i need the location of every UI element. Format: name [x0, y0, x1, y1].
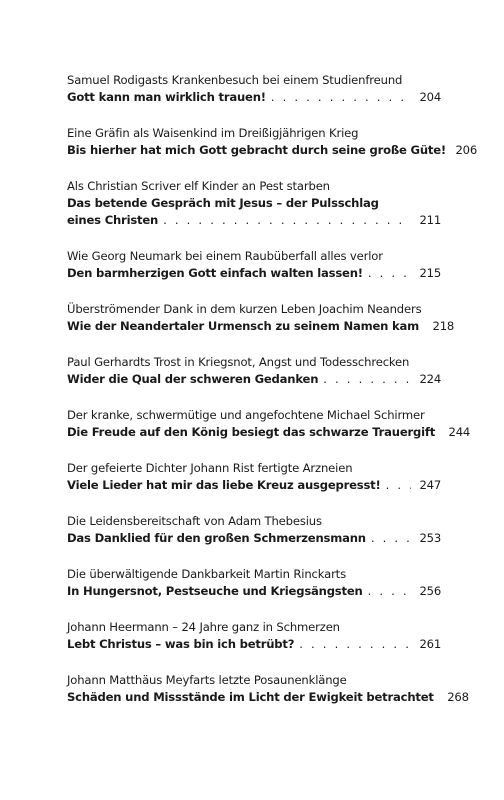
- entry-title-row: [67, 477, 441, 494]
- page-number: 218: [432, 319, 455, 333]
- toc-entry: [67, 619, 441, 653]
- dot-leader: [368, 583, 411, 600]
- entry-title-line: Das betende Gespräch mit Jesus – der Pulsschlag: [67, 196, 379, 210]
- page-number: 268: [447, 690, 469, 704]
- entry-subtitle: Wie Georg Neumark bei einem Raubüberfall alles verlor: [67, 249, 383, 263]
- entry-subtitle: Die überwältigende Dankbarkeit Martin Rinckarts: [67, 567, 346, 581]
- entry-subtitle: Überströmender Dank in dem kurzen Leben Joachim Neanders: [67, 302, 422, 316]
- toc-entry: [67, 566, 441, 600]
- entry-title-row: [67, 689, 469, 706]
- entry-subtitle: Johann Heermann – 24 Jahre ganz in Schmerzen: [67, 620, 340, 634]
- page-number: 215: [419, 266, 441, 280]
- entry-title: Bis hierher hat mich Gott gebracht durch seine große Güte!: [67, 143, 447, 157]
- toc-entry: [67, 301, 455, 335]
- toc-entry: [67, 248, 441, 282]
- toc-entry: [67, 125, 478, 159]
- toc-entry: [67, 407, 471, 441]
- entry-title-row: [67, 89, 441, 106]
- entry-title-row: [67, 142, 478, 159]
- toc-entry: [67, 178, 441, 229]
- entry-title: Schäden und Missstände im Licht der Ewigkeit betrachtet: [67, 690, 434, 704]
- entry-title: Das Danklied für den großen Schmerzensmann: [67, 531, 366, 545]
- entry-title: Viele Lieder hat mir das liebe Kreuz ausgepresst!: [67, 478, 381, 492]
- dot-leader: [163, 212, 411, 229]
- page-number: 206: [455, 143, 478, 157]
- entry-title-row: [67, 583, 441, 600]
- entry-title: Wie der Neandertaler Urmensch zu seinem Namen kam: [67, 319, 420, 333]
- entry-title-row: [67, 636, 441, 653]
- toc-entry: [67, 513, 441, 547]
- entry-subtitle: Als Christian Scriver elf Kinder an Pest starben: [67, 179, 330, 193]
- entry-title: eines Christen: [67, 213, 159, 227]
- page-number: 211: [419, 213, 441, 227]
- page-number: 244: [448, 425, 471, 439]
- entry-title-row: [67, 424, 471, 441]
- dot-leader: [386, 477, 411, 494]
- toc-entry: [67, 672, 469, 706]
- entry-title: Gott kann man wirklich trauen!: [67, 90, 266, 104]
- dot-leader: [371, 530, 411, 547]
- entry-subtitle: Der gefeierte Dichter Johann Rist fertigte Arzneien: [67, 461, 353, 475]
- entry-title-row: [67, 265, 441, 282]
- entry-subtitle: Der kranke, schwermütige und angefochtene Michael Schirmer: [67, 408, 425, 422]
- entry-title: Lebt Christus – was bin ich betrübt?: [67, 637, 295, 651]
- page-number: 224: [419, 372, 441, 386]
- toc-entry: [67, 72, 441, 106]
- table-of-contents: [67, 72, 478, 725]
- entry-title: Die Freude auf den König besiegt das schwarze Trauergift: [67, 425, 436, 439]
- entry-title-row: [67, 371, 441, 388]
- dot-leader: [368, 265, 411, 282]
- toc-entry: [67, 354, 441, 388]
- entry-title-row: [67, 212, 441, 229]
- entry-subtitle: Samuel Rodigasts Krankenbesuch bei einem Studienfreund: [67, 73, 403, 87]
- page-number: 253: [419, 531, 441, 545]
- entry-title: In Hungersnot, Pestseuche und Kriegsängsten: [67, 584, 363, 598]
- entry-subtitle: Johann Matthäus Meyfarts letzte Posaunenklänge: [67, 673, 347, 687]
- entry-title: Wider die Qual der schweren Gedanken: [67, 372, 319, 386]
- entry-title: Den barmherzigen Gott einfach walten lassen!: [67, 266, 363, 280]
- toc-entry: [67, 460, 441, 494]
- entry-title-row: [67, 318, 455, 335]
- dot-leader: [299, 636, 411, 653]
- entry-subtitle: Die Leidensbereitschaft von Adam Thebesius: [67, 514, 322, 528]
- entry-subtitle: Paul Gerhardts Trost in Kriegsnot, Angst und Todesschrecken: [67, 355, 410, 369]
- page-number: 261: [419, 637, 441, 651]
- page-number: 247: [419, 478, 441, 492]
- page-number: 256: [419, 584, 441, 598]
- dot-leader: [323, 371, 411, 388]
- dot-leader: [271, 89, 411, 106]
- entry-title-row: [67, 530, 441, 547]
- page-number: 204: [419, 90, 441, 104]
- entry-subtitle: Eine Gräfin als Waisenkind im Dreißigjährigen Krieg: [67, 126, 359, 140]
